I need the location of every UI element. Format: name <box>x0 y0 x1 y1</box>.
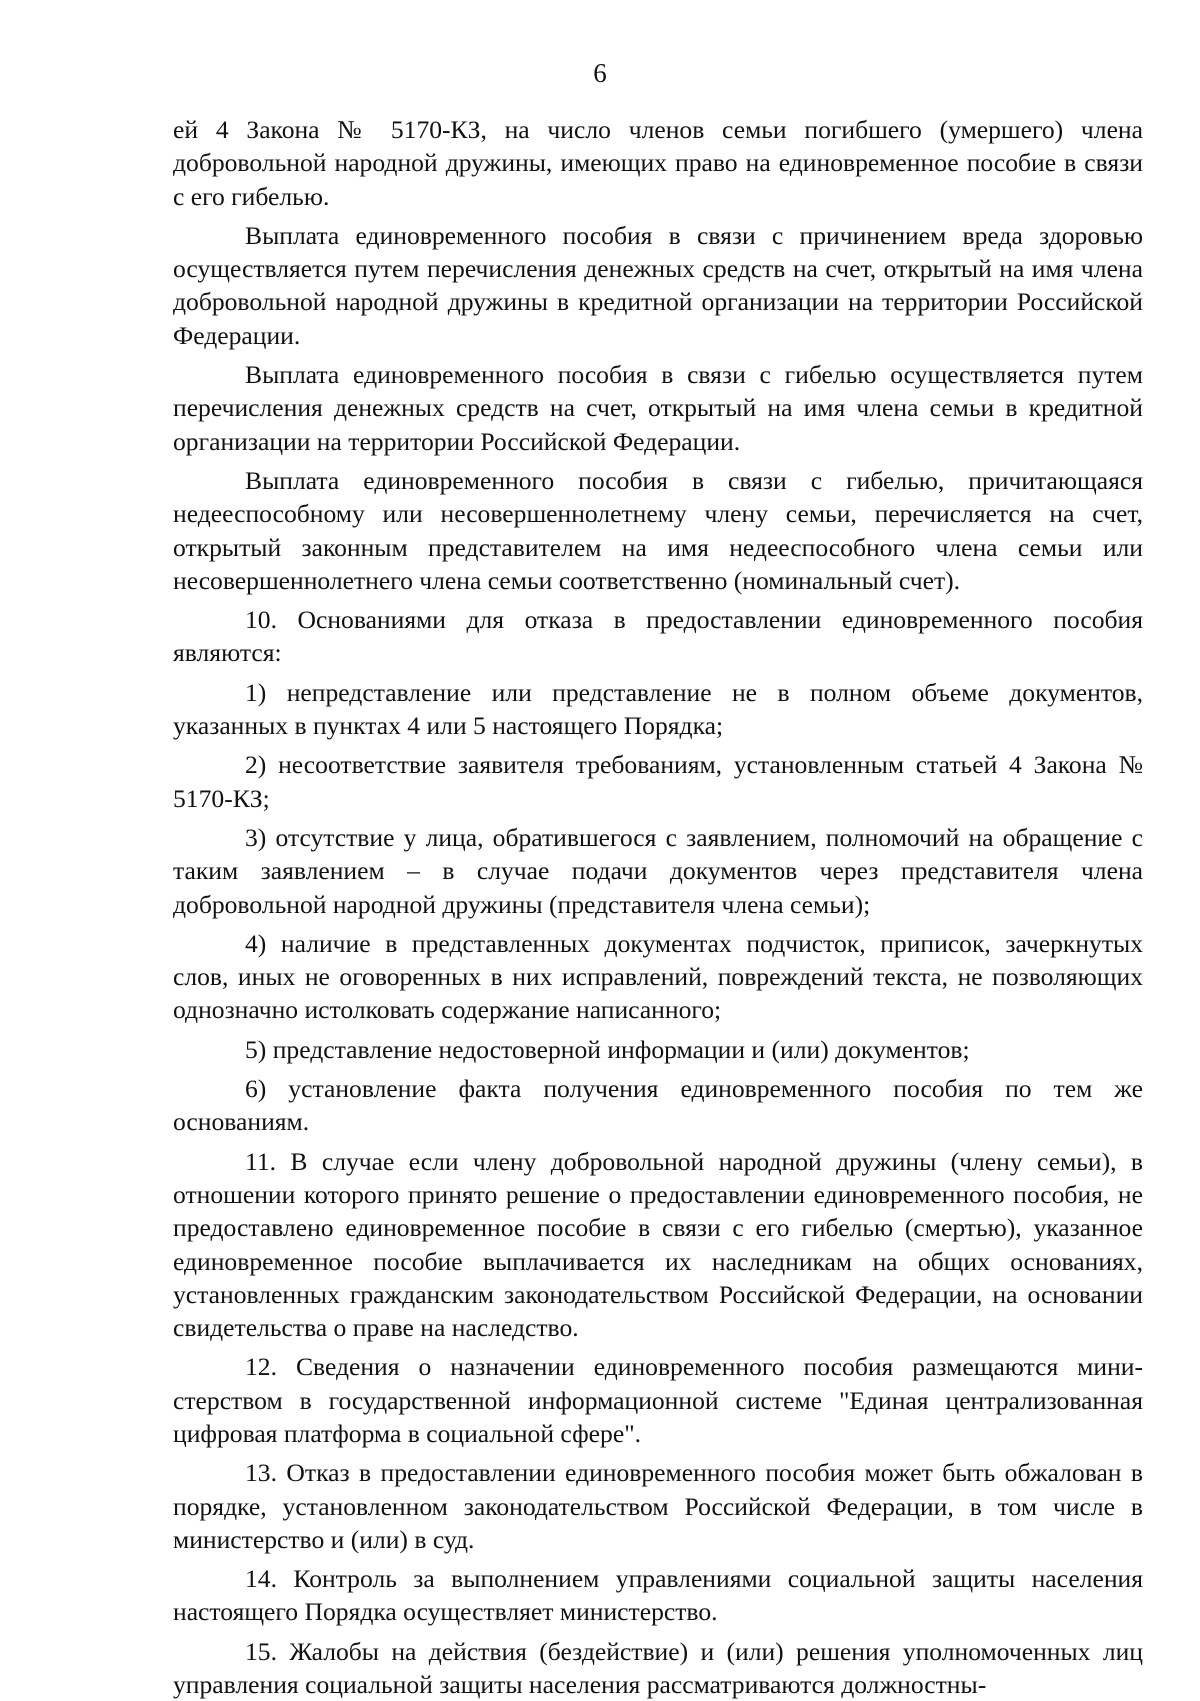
paragraph-subitem-4: 4) наличие в представленных документах подчисток, приписок, зачеркнутых слов, иных не оговоренных в них исправлений, повреждений текста, не позволяющих однозначно истолковать содержание написанного; <box>173 928 1143 1025</box>
paragraph-item-14: 14. Контроль за выполнением управлениями социальной защиты населения настоящего Порядка осуществляет министерство. <box>173 1564 1143 1627</box>
paragraph-item-15: 15. Жалобы на действия (бездействие) и (или) решения уполномоченных лиц управления социальной защиты населения рассматриваются должностны- <box>173 1636 1143 1700</box>
paragraph-item-11: 11. В случае если члену добровольной народной дружины (члену семьи), в отношении которого принято решение о предоставлении единовременного пособия, не предоставлено единовременное пособие в связи с его гибелью (смертью), указанное единовременное пособие выплачивается их наследникам на общих основаниях, установленных гражданским законодательством Российской Федерации, на основании свидетельства о праве на наследство. <box>173 1146 1143 1343</box>
paragraph-subitem-2: 2) несоответствие заявителя требованиям, установленным статьей 4 Закона № 5170-КЗ; <box>173 750 1143 813</box>
paragraph-payment-minor: Выплата единовременного пособия в связи с гибелью, причитающаяся недееспособному или несовершеннолетнему члену семьи, перечисляется на счет, открытый законным представителем на имя недееспособного члена семьи или несовершеннолетнего члена семьи соответственно (номинальный счет). <box>173 465 1143 595</box>
paragraph-payment-health: Выплата единовременного пособия в связи с причинением вреда здоровью осуществляется путем перечисления денежных средств на счет, открытый на имя члена добровольной народной дружины в кредитной организации на территории Российской Федерации. <box>173 220 1143 350</box>
page-number: 6 <box>593 58 607 88</box>
document-body <box>173 113 1143 1701</box>
paragraph-payment-death: Выплата единовременного пособия в связи с гибелью осуществляется путем перечисления денежных средств на счет, открытый на имя члена семьи в кредитной организации на территории Российской Федерации. <box>173 360 1143 456</box>
paragraph-item-10: 10. Основаниями для отказа в предоставлении единовременного пособия являются: <box>173 605 1143 668</box>
paragraph-subitem-6: 6) установление факта получения единовременного пособия по тем же основаниям. <box>173 1074 1143 1137</box>
paragraph-subitem-3: 3) отсутствие у лица, обратившегося с заявлением, полномочий на обращение с таким заявлением – в случае подачи документов через представителя члена добровольной народной дружины (представителя члена семьи); <box>173 822 1143 919</box>
paragraph-item-13: 13. Отказ в предоставлении единовременного пособия может быть обжалован в порядке, установленном законодательством Российской Федерации, в том числе в министерство и (или) в суд. <box>173 1458 1143 1554</box>
paragraph-subitem-5: 5) представление недостоверной информации и (или) документов; <box>245 1034 970 1064</box>
paragraph-item-12: 12. Сведения о назначении единовременного пособия размещаются министерством в государственной информационной системе "Единая централизованная цифровая платформа в социальной сфере". <box>173 1352 1143 1448</box>
paragraph-continuation: ей 4 Закона № 5170-КЗ, на число членов семьи погибшего (умершего) члена добровольной народной дружины, имеющих право на единовременное пособие в связи с его гибелью. <box>173 115 1143 211</box>
paragraph-subitem-1: 1) непредставление или представление не в полном объеме документов, указанных в пунктах 4 или 5 настоящего Порядка; <box>173 677 1143 741</box>
